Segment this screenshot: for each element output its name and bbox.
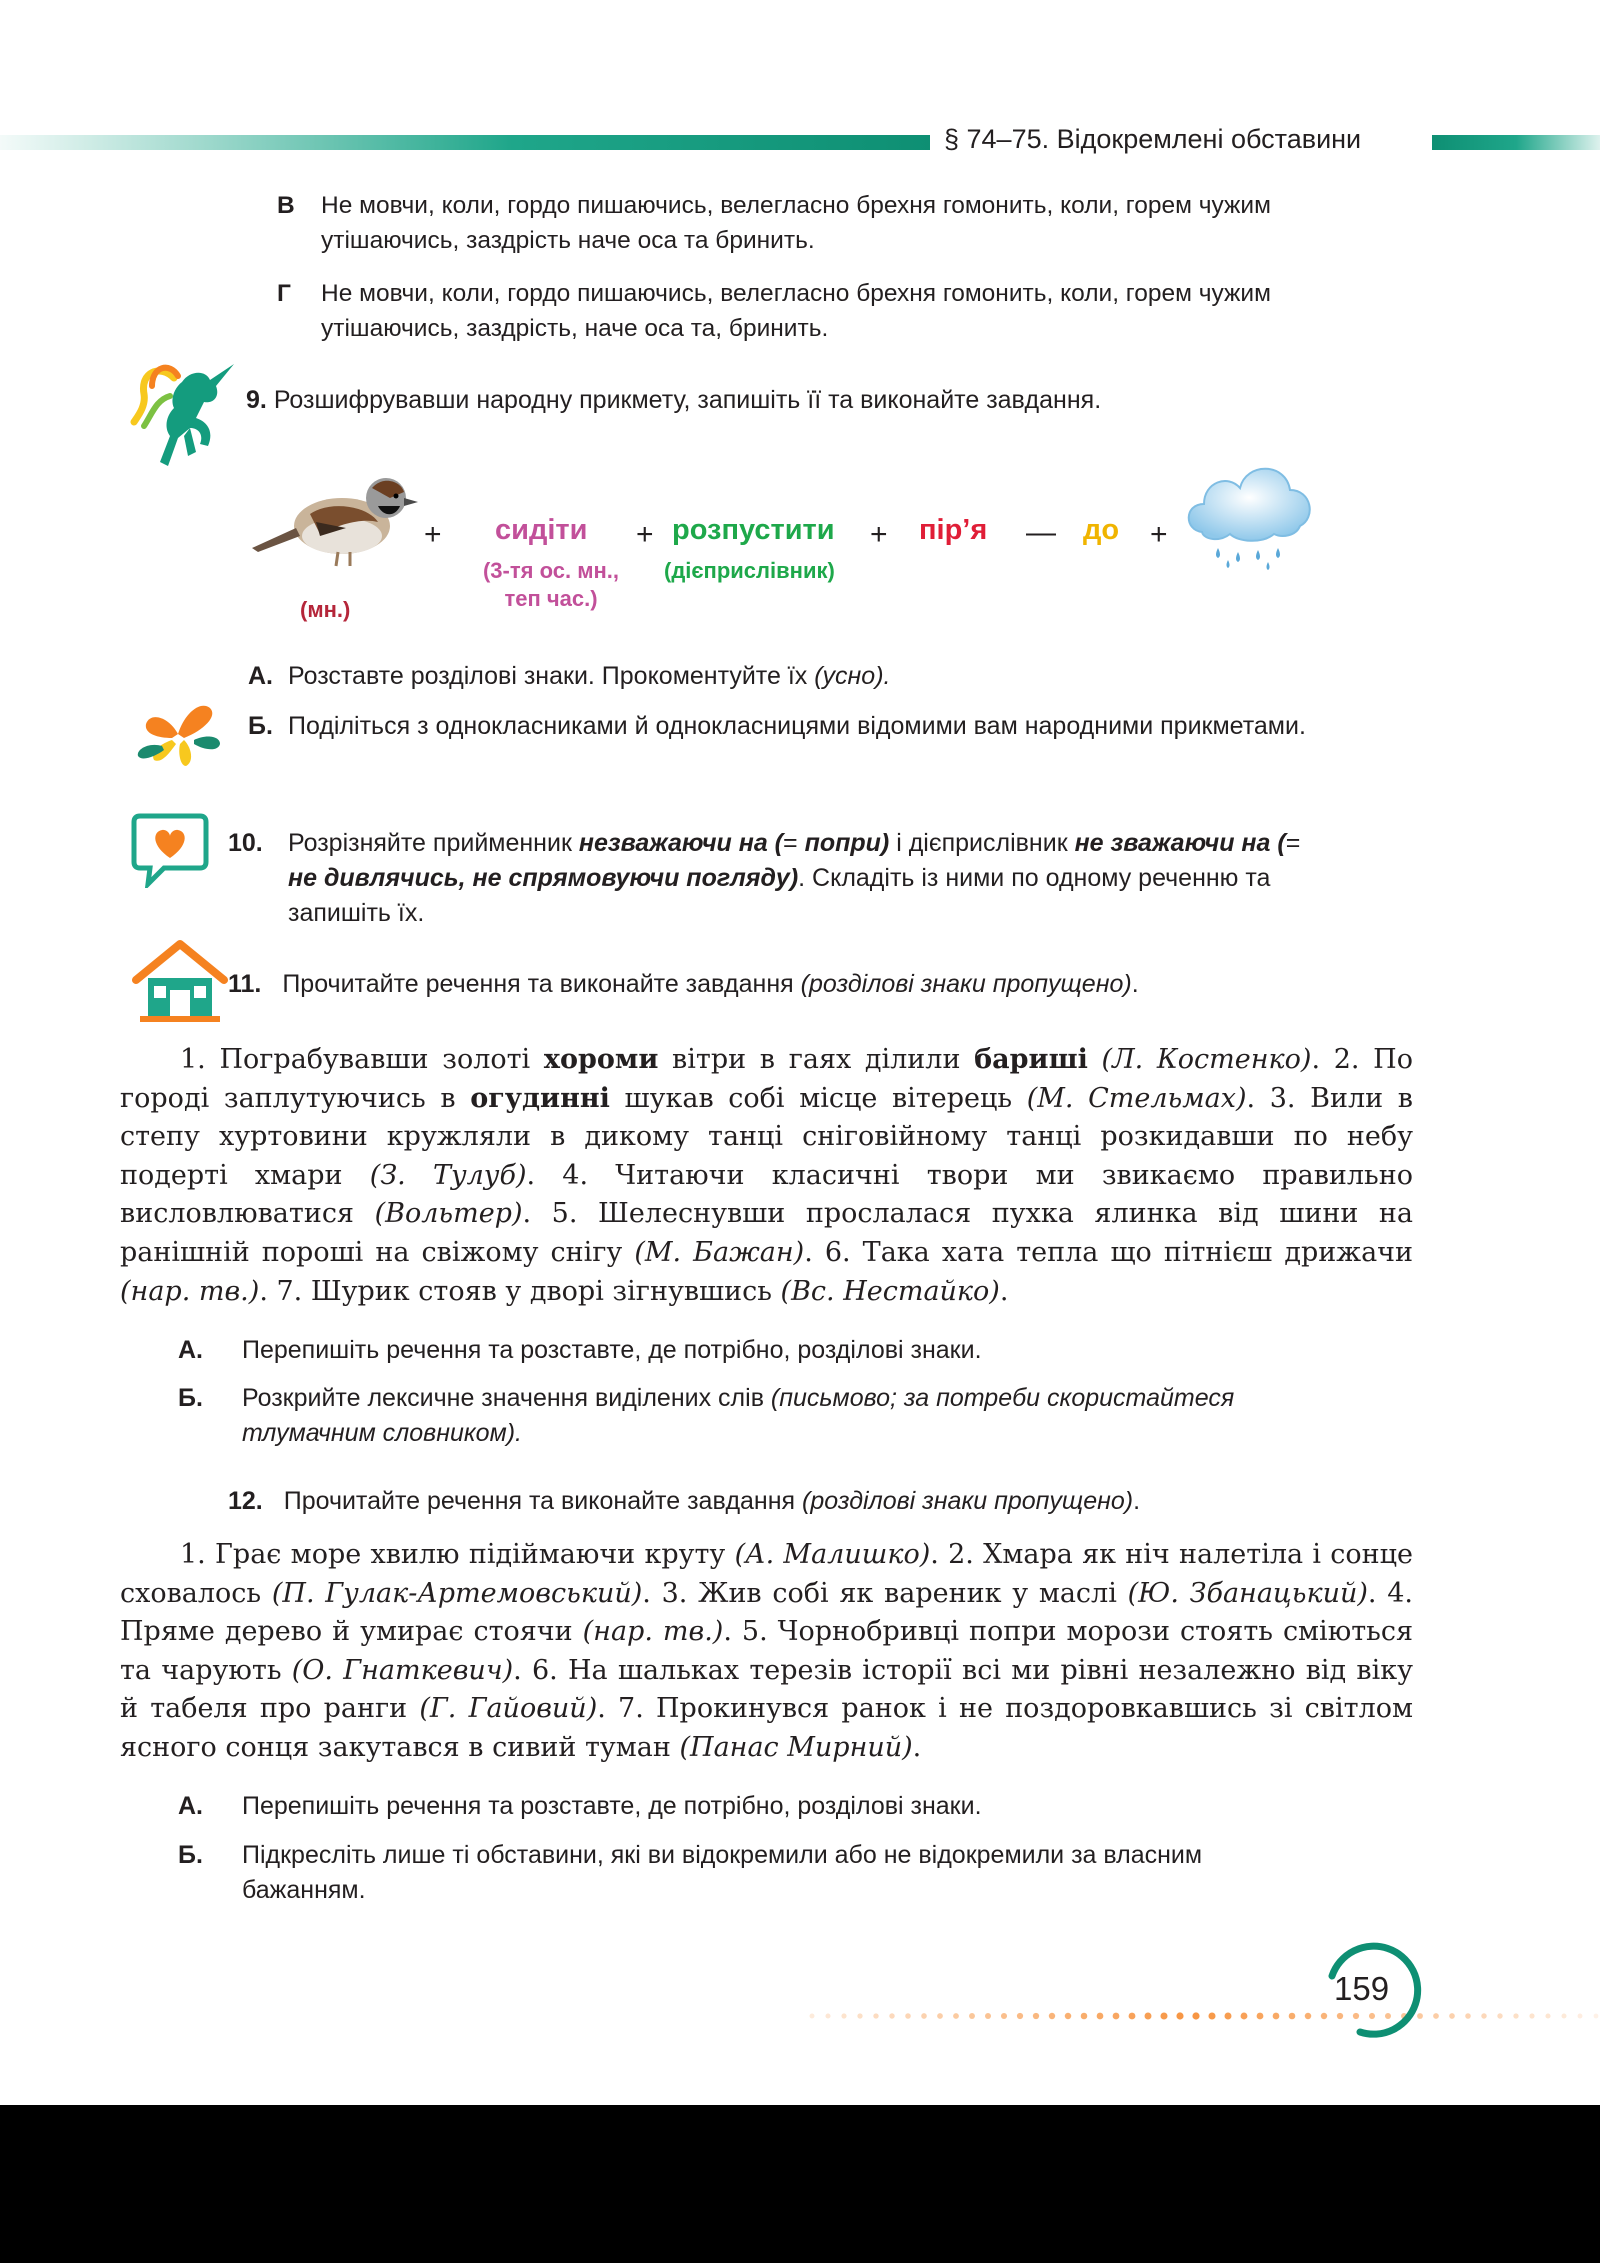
sub-letter: А.	[178, 1336, 203, 1364]
term-bold: попри)	[804, 829, 890, 857]
option-text: Не мовчи, коли, гордо пишаючись, велегласно брехня гомонить, коли, горем чужим утішаючись, заздрість, наче оса та, бринить.	[321, 280, 1271, 342]
sub-text: Перепишіть речення та розставте, де потрібно, розділові знаки.	[242, 1792, 982, 1820]
author: (О. Гнаткевич)	[291, 1654, 514, 1686]
sub-text	[242, 1381, 1238, 1451]
footer-dot	[953, 2013, 959, 2019]
footer-dot	[1449, 2013, 1455, 2019]
footer-dot	[1497, 2013, 1502, 2018]
text-run: .	[1133, 1487, 1141, 1515]
author: (М. Бажан)	[634, 1236, 805, 1268]
text-run: . 7. Шурик стояв у дворі зігнувшись	[259, 1275, 781, 1307]
word-rozpustyty: розпустити	[672, 514, 835, 546]
task-number: 9.	[246, 386, 267, 414]
task9-sub-b	[248, 709, 1313, 744]
footer-dot	[985, 2013, 991, 2019]
plus-sign: +	[636, 518, 654, 551]
footer-dot	[1065, 2013, 1071, 2019]
term-bold: незважаючи на (	[578, 829, 784, 857]
task-11-sentences	[120, 1041, 1413, 1311]
highlighted-word: огудинні	[470, 1082, 610, 1114]
note-participle: (дієприслівник)	[664, 558, 835, 583]
task11-sub-a	[178, 1333, 1278, 1368]
task-11-heading	[228, 967, 1139, 1002]
sub-letter: Б.	[248, 712, 273, 740]
option-letter: Г	[277, 280, 291, 307]
author: (П. Гулак-Артемовський)	[271, 1577, 643, 1609]
task-number: 10.	[228, 829, 263, 857]
task-10	[228, 826, 1318, 931]
footer-dot	[1481, 2013, 1486, 2018]
text-run: шукав собі місце вітерець	[609, 1082, 1027, 1114]
footer-dot	[1192, 2012, 1199, 2019]
sentences-paragraph	[120, 1536, 1413, 1768]
footer-dot	[1257, 2013, 1264, 2020]
header-decor-bar-right	[1432, 135, 1600, 150]
text-run: .	[1131, 970, 1139, 998]
task-text: Прочитайте речення та виконайте завдання	[283, 1487, 796, 1515]
term-bold: не дивлячись, не спрямовуючи погляду)	[288, 864, 799, 892]
house-icon	[132, 940, 228, 1024]
footer-dot	[905, 2013, 911, 2019]
text-run: Розкрийте лексичне значення виділених слів	[242, 1384, 771, 1412]
sparrow-image	[250, 462, 420, 572]
sub-text-italic: (усно).	[814, 662, 891, 690]
text-run: . 2. Хмара як ніч налетіла і сонце сховалось	[120, 1539, 1413, 1609]
text-run: . Складіть із ними по одному реченню та запишіть їх.	[288, 864, 1271, 927]
footer-dots	[780, 2006, 1600, 2026]
footer-dot	[1113, 2013, 1120, 2020]
answer-option-v	[277, 188, 1412, 258]
sub-text: Перепишіть речення та розставте, де потрібно, розділові знаки.	[242, 1336, 982, 1364]
task12-sub-a	[178, 1789, 1278, 1824]
rain-cloud-icon	[1182, 452, 1316, 574]
author: (нар. тв.)	[120, 1275, 260, 1307]
text-run: вітри в гаях ділили	[658, 1044, 975, 1075]
sentences-paragraph	[120, 1041, 1413, 1311]
footer-dot	[1561, 2013, 1566, 2018]
text-run: . 6. Така хата тепла що пітнієш дрижачи	[804, 1236, 1414, 1268]
task12-sub-b	[178, 1838, 1278, 1908]
footer-dot	[937, 2013, 943, 2019]
footer-dot	[1097, 2013, 1104, 2020]
dash-sign: —	[1026, 516, 1056, 549]
footer-dot	[1033, 2013, 1039, 2019]
footer-dot	[921, 2013, 927, 2019]
author: (Вс. Нестайко)	[780, 1275, 1000, 1307]
footer-dot	[825, 2013, 830, 2018]
footer-dot	[1017, 2013, 1023, 2019]
word-sydity: сидіти	[495, 514, 588, 546]
footer-dot	[841, 2013, 846, 2018]
author: (Г. Гайовий)	[419, 1693, 598, 1725]
footer-dot	[1305, 2013, 1312, 2020]
header-decor-bar	[0, 135, 930, 150]
task9-sub-a	[248, 659, 1313, 694]
footer-dot	[1208, 2012, 1215, 2019]
task-text	[288, 826, 1318, 931]
task-12-sentences	[120, 1536, 1413, 1768]
sub-letter: Б.	[178, 1841, 203, 1869]
plus-sign: +	[424, 518, 442, 551]
unicorn-icon	[130, 356, 240, 471]
text-run: . 5. Чорнобривці попри морози стоять сміються та чарують	[120, 1616, 1413, 1686]
sub-letter: А.	[178, 1792, 203, 1820]
word-do: до	[1083, 514, 1120, 546]
footer-dot	[1529, 2013, 1534, 2018]
footer-dot	[889, 2013, 894, 2018]
task11-sub-b	[178, 1381, 1278, 1451]
sub-letter: А.	[248, 662, 273, 690]
page-number: 159	[1334, 1970, 1390, 2007]
footer-dot	[810, 2014, 815, 2019]
task-text: Розшифрувавши народну прикмету, запишіть її та виконайте завдання.	[273, 386, 1102, 414]
text-run: 1. Пограбувавши золоті	[180, 1044, 544, 1075]
sub-text: Поділіться з однокласниками й однокласницями відомими вам народними прикметами.	[288, 712, 1306, 740]
author: (Вольтер)	[374, 1198, 523, 1230]
plus-sign: +	[870, 518, 888, 551]
note-line: (3-тя ос. мн.,	[482, 558, 619, 583]
footer-dot	[1433, 2013, 1439, 2019]
highlighted-word: бариші	[974, 1044, 1088, 1075]
footer-dot	[1273, 2013, 1280, 2020]
author: (Л. Костенко)	[1087, 1044, 1312, 1075]
text-run: =	[783, 829, 805, 857]
author: (Ю. Збанацький)	[1127, 1577, 1368, 1609]
footer-dot	[1289, 2013, 1296, 2020]
footer-dot	[1578, 2014, 1583, 2019]
text-run: . 6. На шальках терезів історії всі ми рівні незалежно від віку й табеля про ранги	[120, 1654, 1413, 1725]
text-run: .	[912, 1731, 922, 1763]
author: (М. Стельмах)	[1026, 1082, 1247, 1114]
task-number: 11.	[228, 970, 262, 998]
task-9-heading	[246, 383, 1101, 418]
note-person	[466, 557, 636, 613]
footer-dot	[1241, 2013, 1248, 2020]
option-text: Не мовчи, коли, гордо пишаючись, велегласно брехня гомонить, коли, горем чужим утішаючись, заздрість наче оса та бринить.	[321, 192, 1271, 254]
footer-dot	[1176, 2012, 1183, 2019]
note-line: теп час.)	[504, 586, 598, 611]
text-run: . 4. Читаючи класичні твори ми звикаємо правильно висловлюватися	[120, 1159, 1414, 1230]
sub-text	[288, 659, 1313, 694]
term-bold: не зважаючи на (	[1074, 829, 1286, 857]
sub-letter: Б.	[178, 1384, 203, 1412]
author: (нар. тв.)	[582, 1616, 724, 1648]
text-run: 1. Грає море хвилю підіймаючи круту	[180, 1539, 735, 1570]
text-run: і дієприслівник	[889, 829, 1075, 857]
text-run: .	[999, 1275, 1009, 1307]
footer-dot	[1594, 2014, 1599, 2019]
task-number: 12.	[228, 1487, 263, 1515]
text-run: . 4. Пряме дерево й умирає стоячи	[120, 1577, 1413, 1648]
butterflies-icon	[132, 694, 224, 774]
footer-dot	[1145, 2013, 1152, 2020]
sub-text-main: Розставте розділові знаки. Прокоментуйте їх	[288, 662, 808, 690]
text-run: . 3. Жив собі як вареник у маслі	[642, 1577, 1128, 1609]
footer-dot	[1160, 2012, 1167, 2019]
plus-sign: +	[1150, 518, 1168, 551]
text-run: . 2. По городі заплутуючись в	[120, 1044, 1413, 1114]
footer-dot	[1081, 2013, 1088, 2020]
author: (Панас Мирний)	[679, 1731, 913, 1763]
footer-dot	[1545, 2013, 1550, 2018]
task-text-italic: (розділові знаки пропущено)	[800, 970, 1132, 998]
footer-dot	[1465, 2013, 1471, 2019]
text-run: . 3. Вили в степу хуртовини кружляли в дикому танці сніговійному танці розкидавши по небу подерті хмари	[120, 1082, 1413, 1191]
task-text: Прочитайте речення та виконайте завдання	[282, 970, 794, 998]
speech-heart-icon	[130, 812, 210, 888]
footer-dot	[1129, 2013, 1136, 2020]
sub-text: Підкресліть лише ті обставини, які ви відокремили або не відокремили за власним бажанням.	[242, 1841, 1203, 1904]
note-plural: (мн.)	[300, 597, 351, 622]
footer-dot	[969, 2013, 975, 2019]
text-run: . 5. Шелеснувши прослалася пухка ялинка від шини на ранішній пороші на свіжому снігу	[120, 1198, 1414, 1268]
task-12-heading	[228, 1484, 1140, 1519]
footer-dot	[857, 2013, 862, 2018]
highlighted-word: хороми	[543, 1044, 659, 1075]
option-letter: В	[277, 192, 295, 219]
footer-dot	[1225, 2013, 1232, 2020]
bird-note	[300, 596, 350, 624]
author: (З. Тулуб)	[369, 1159, 527, 1191]
task-text-italic: (розділові знаки пропущено)	[802, 1487, 1134, 1515]
text-run: . 7. Прокинувся ранок і не поздоровкавшись зі світлом ясного сонця закутався в сивий туман	[120, 1693, 1413, 1763]
text-run: Розрізняйте прийменник	[288, 829, 579, 857]
word-pirya: пір’я	[919, 514, 988, 546]
text-italic: (письмово; за потреби скористайтеся тлумачним словником).	[242, 1384, 1235, 1447]
text-run: =	[1285, 829, 1301, 857]
footer-dot	[1001, 2013, 1007, 2019]
author: (А. Малишко)	[734, 1539, 931, 1570]
section-title: § 74–75. Відокремлені обставини	[944, 124, 1362, 154]
footer-dot	[1049, 2013, 1055, 2019]
footer-dot	[1513, 2013, 1518, 2018]
answer-option-g	[277, 276, 1412, 346]
footer-dot	[873, 2013, 878, 2018]
